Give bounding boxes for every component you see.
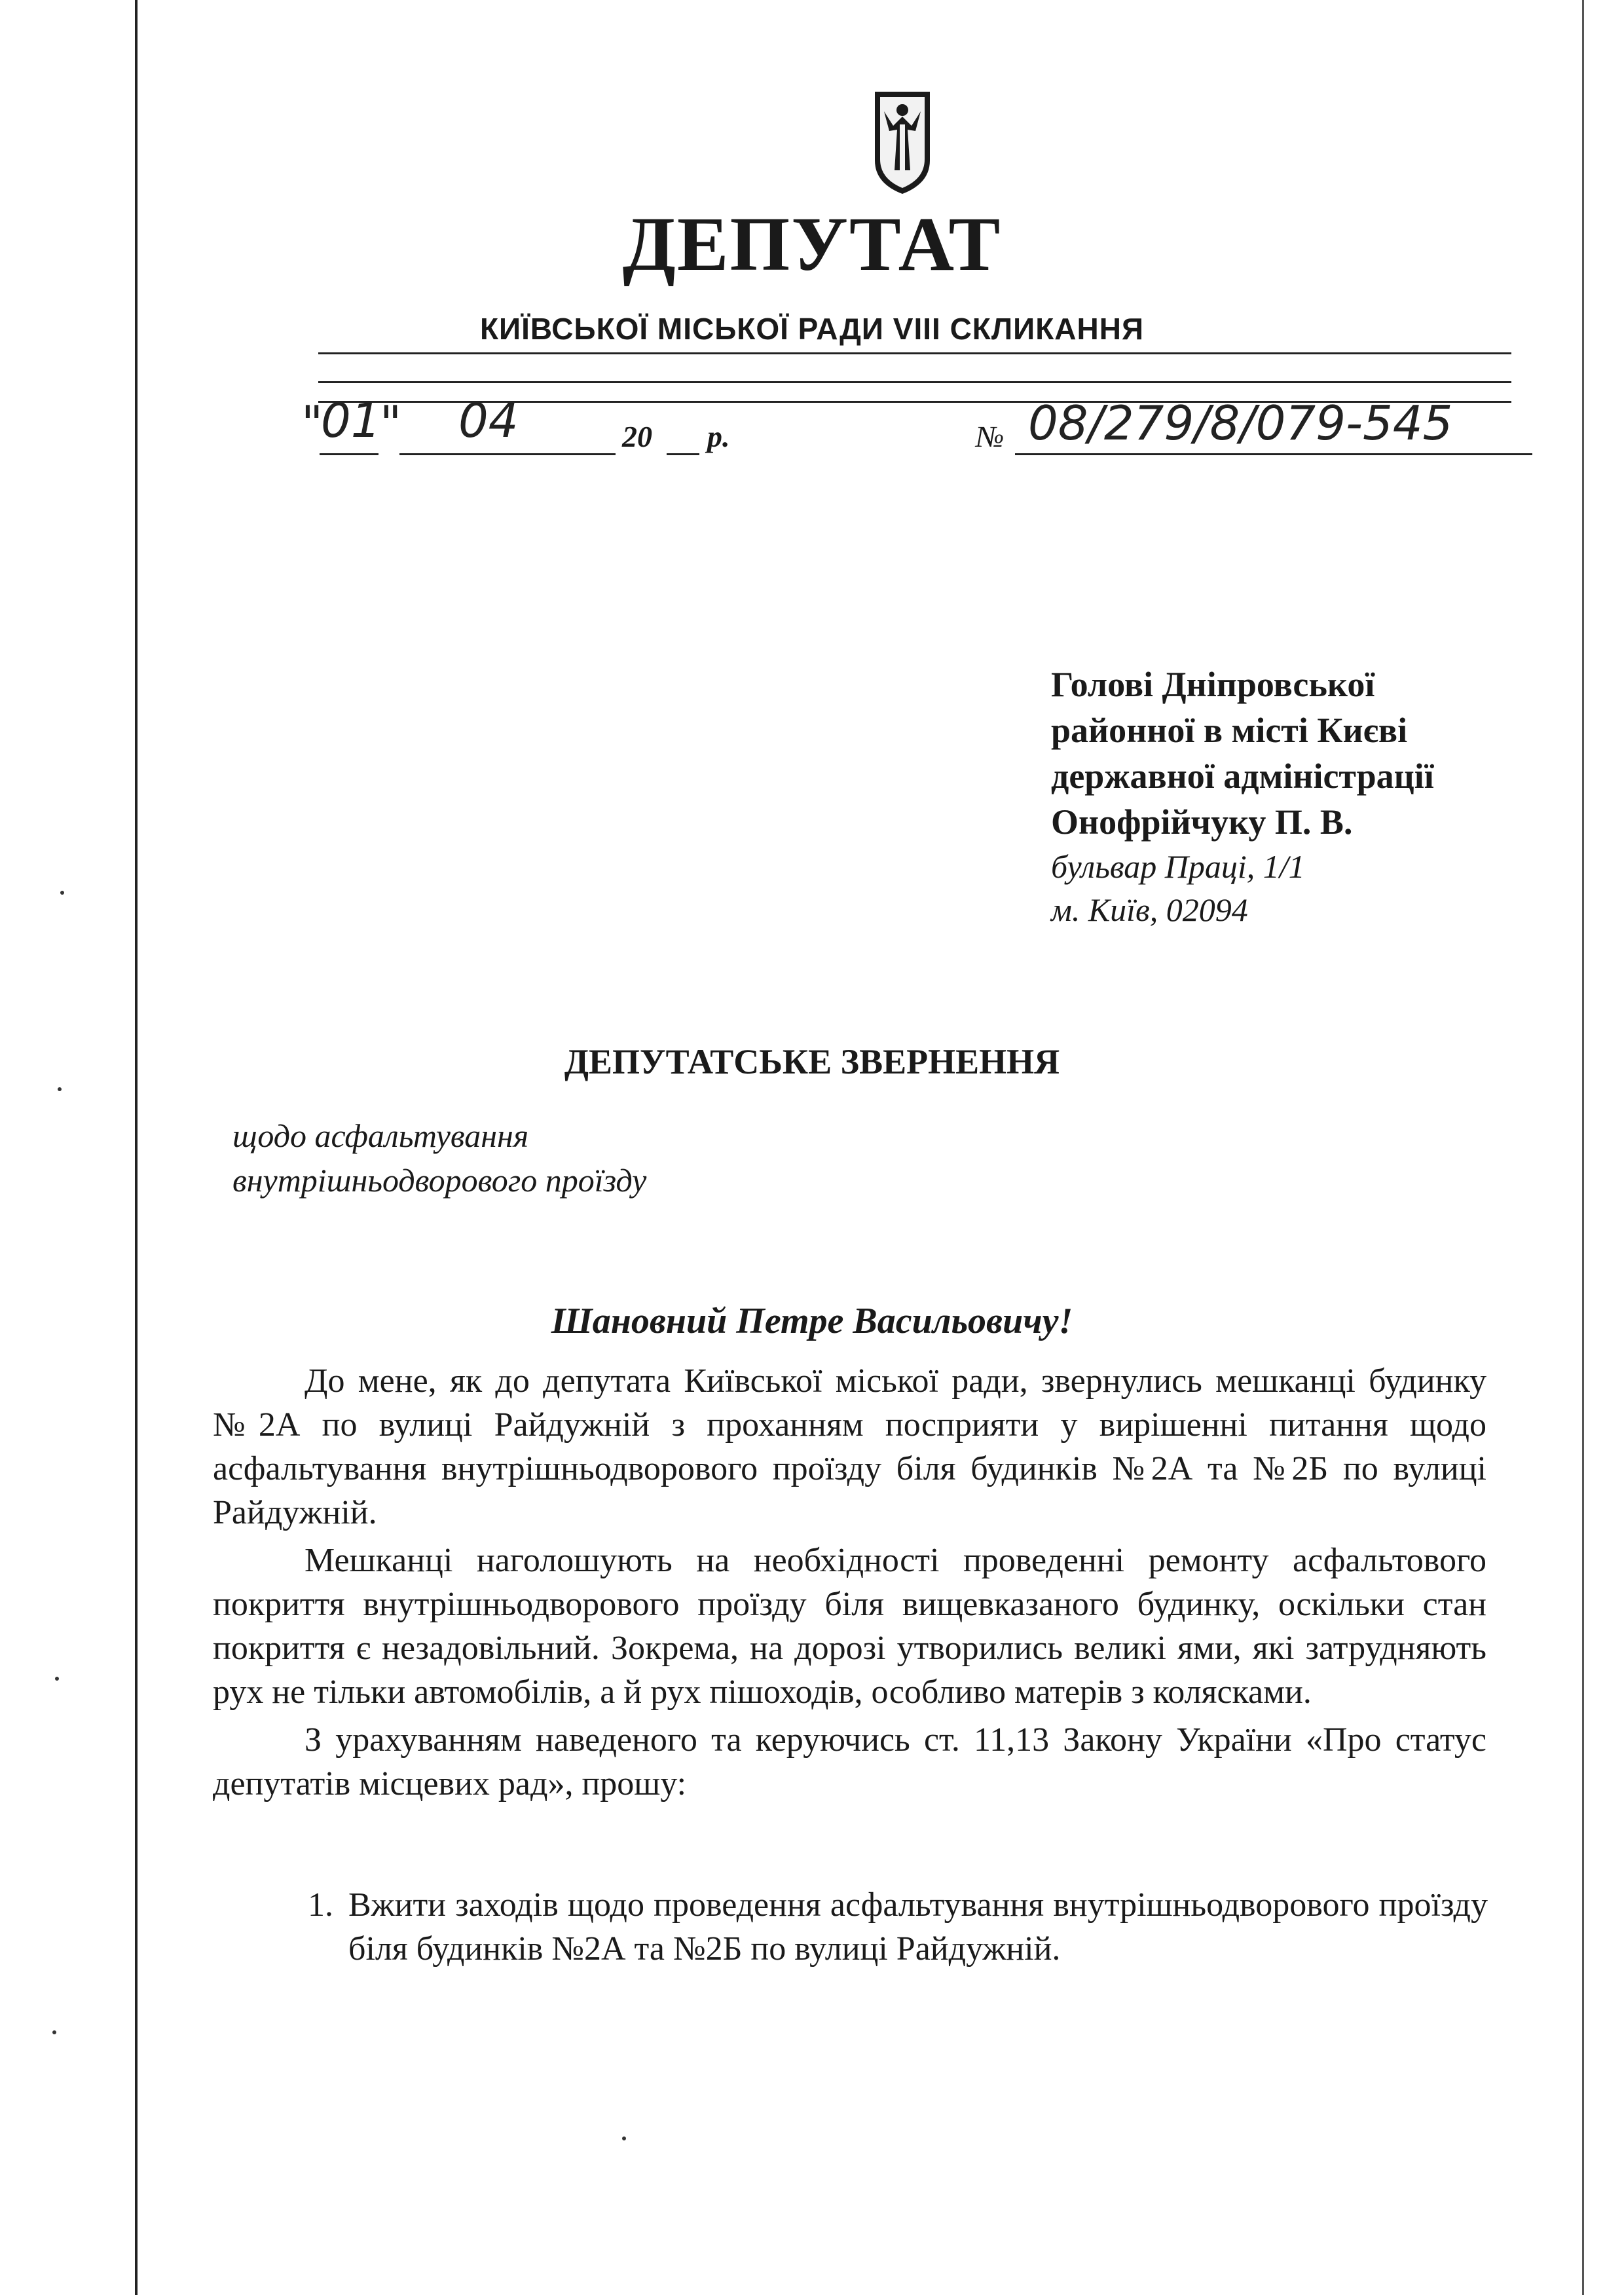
addressee-line: районної в місті Києві (1051, 711, 1408, 750)
request-number: 1. (308, 1886, 333, 1924)
outgoing-number: 08/279/8/079-545 (1028, 396, 1453, 451)
number-underline (1015, 453, 1532, 455)
body-paragraph: З урахуванням наведеного та керуючись ст. 11,13 Закону України «Про статус депутатів місцевих рад», прошу: (213, 1721, 1486, 1802)
subject-line: щодо асфальтування (232, 1117, 529, 1154)
date-day-underline (320, 453, 378, 455)
scan-speck (622, 2136, 626, 2140)
addressee-name: Онофрійчуку П. В. (1051, 802, 1353, 842)
letter-body (213, 1359, 1486, 1810)
addressee-block (1051, 662, 1575, 931)
number-symbol: № (976, 420, 1005, 453)
scan-speck (55, 1677, 59, 1681)
letterhead-rule-middle (318, 381, 1511, 383)
addressee-line: державної адміністрації (1051, 756, 1434, 796)
scan-speck (52, 2030, 56, 2034)
subject-line: внутрішньодворового проїзду (232, 1162, 647, 1199)
letterhead-title: ДЕПУТАТ (622, 201, 1002, 287)
appeal-subject (232, 1113, 646, 1203)
date-year-suffix: р. (707, 420, 730, 453)
body-paragraph: До мене, як до депутата Київської міської ради, звернулись мешканці будинку №2А по вулиці Райдужній з проханням посприяти у вирішенні питання щодо асфальтування внутрішньодворового проїзду біля будинків №2А та №2Б по вулиці Райдужній. (213, 1362, 1486, 1531)
date-month-underline (399, 453, 616, 455)
addressee-line: Голові Дніпровської (1051, 665, 1375, 704)
kyiv-coat-of-arms-icon (870, 85, 935, 196)
scan-speck (58, 1087, 62, 1091)
scan-speck (60, 891, 64, 895)
addressee-city: м. Київ, 02094 (1051, 891, 1248, 928)
letterhead-rule-top (318, 352, 1511, 354)
appeal-heading: ДЕПУТАТСЬКЕ ЗВЕРНЕННЯ (564, 1042, 1060, 1081)
body-paragraph: Мешканці наголошують на необхідності проведенні ремонту асфальтового покриття внутрішньодворового проїзду біля вищевказаного будинку, оскільки стан покриття є незадовільний. Зокрема, на дорозі утворились великі ями, які затрудняють рух не тільки автомобілів, а й рух пішоходів, особливо матерів з колясками. (213, 1542, 1486, 1711)
date-year-underline (667, 453, 699, 455)
letterhead-subtitle: КИЇВСЬКОЇ МІСЬКОЇ РАДИ VIII СКЛИКАННЯ (479, 312, 1145, 346)
date-month: 04 (458, 393, 519, 448)
date-year-prefix: 20 (622, 420, 652, 453)
date-number-row: " 01 " 04 20 р. № 08/279/8/079-545 (288, 393, 1532, 472)
salutation: Шановний Петре Васильовичу! (551, 1301, 1073, 1341)
addressee-street: бульвар Праці, 1/1 (1051, 848, 1305, 885)
request-text: Вжити заходів щодо проведення асфальтування внутрішньодворового проїзду біля будинків №2А та №2Б по вулиці Райдужній. (348, 1886, 1488, 1968)
date-day: 01 (321, 393, 381, 448)
